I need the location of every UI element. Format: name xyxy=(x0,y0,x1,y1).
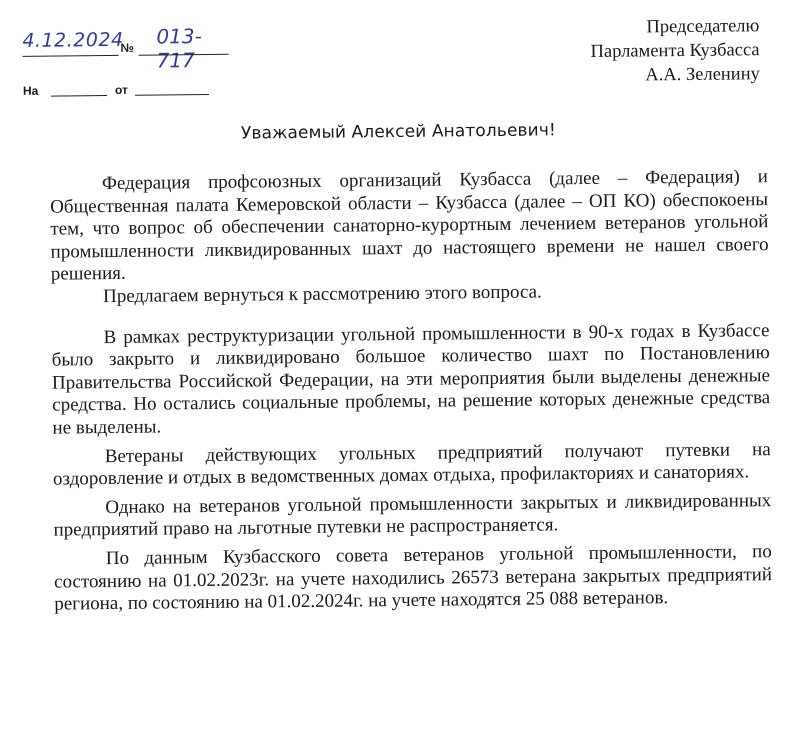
letter-body xyxy=(50,166,773,616)
number-label: № xyxy=(120,40,134,55)
paragraph-concern: Федерация профсоюзных организаций Кузбасса (далее – Федерация) и Общественная палата Кемеровской области – Кузбасса (далее – ОП КО) обеспокоены тем, что вопрос об обеспечении санаторно-курортным лечением ветеранов угольной промышленности ликвидированных шахт до настоящего времени не нашел своего решения. xyxy=(50,166,769,286)
registration-block xyxy=(22,24,232,98)
reference-from-blank xyxy=(135,94,209,96)
addressee-title: Председателю xyxy=(646,16,760,38)
handwritten-date: 4.12.2024 xyxy=(22,28,124,52)
reference-on-blank xyxy=(51,95,107,97)
addressee-name: А.А. Зеленину xyxy=(645,64,760,86)
paragraph-closed-enterprises: Однако на ветеранов угольной промышленности закрытых и ликвидированных предприятий право на льготные путевки не распространяется. xyxy=(53,489,772,541)
reference-line xyxy=(23,82,243,100)
paragraph-active-veterans: Ветераны действующих угольных предприятий получают путевки на оздоровление и отдых в ведомственных домах отдыха, профилакториях и санаториях. xyxy=(52,438,771,490)
salutation: Уважаемый Алексей Анатольевич! xyxy=(240,120,556,144)
date-underline xyxy=(23,55,119,57)
reference-on-label: На xyxy=(22,83,39,98)
paragraph-proposal: Предлагаем вернуться к рассмотрению этого вопроса. xyxy=(102,281,542,308)
paragraph-restructuring: В рамках реструктуризации угольной промышленности в 90-х годах в Кузбассе было закрыто и ликвидировано большое количество шахт по Постановлению Правительства Российской Федерации, на эти мероприятия были выделены денежные средства. Но остались социальные проблемы, на решение которых денежные средства не выделены. xyxy=(51,319,771,439)
reference-from-label: от xyxy=(114,82,128,97)
handwritten-number: 013-717 xyxy=(156,24,202,73)
paragraph-statistics: По данным Кузбасского совета ветеранов угольной промышленности, по состоянию на 01.02.2023г. на учете находились 26573 ветерана закрытых предприятий региона, по состоянию на 01.02.2024г. на учете находятся 25 088 ветеранов. xyxy=(53,541,773,615)
addressee-block xyxy=(590,14,760,88)
addressee-organization: Парламента Кузбасса xyxy=(590,40,760,62)
registration-number-line xyxy=(22,24,232,73)
